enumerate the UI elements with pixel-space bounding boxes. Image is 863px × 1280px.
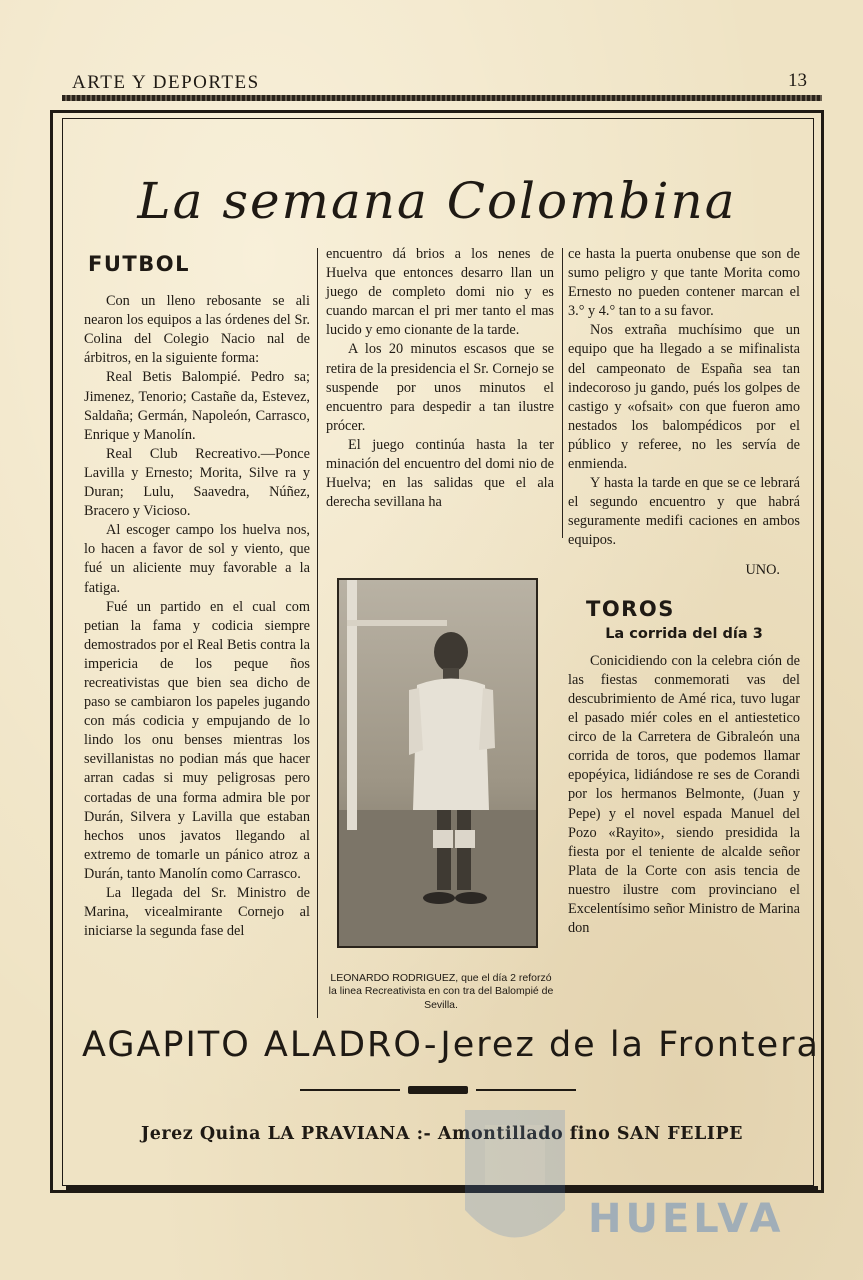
futbol-heading: FUTBOL <box>88 252 190 276</box>
player-photo <box>337 578 538 948</box>
archive-watermark-icon <box>455 1090 785 1270</box>
column-right <box>568 245 800 938</box>
paragraph: Conicidiendo con la celebra ción de las fiestas conmemorati vas del descubrimiento de Amé rica, tuvo lugar el pasado miér coles en el antiestetico circo de la Carretera de Gibraleón una corrida de toros, que podemos llamar epopéyica, lidiándose re ses de Corandi por los hermanos Belmonte, (Juan y Pepe) y el novel espada Manuel del Pozo «Rayito», siendo presidida la fiesta por el teniente de alcalde señor Plata de la Corte con asis tencia de nuestro ilustre com provinciano el Excelentísimo señor Ministro de Marina don <box>568 652 800 937</box>
header-rule <box>62 95 822 101</box>
page-number: 13 <box>788 70 807 91</box>
running-head: ARTE Y DEPORTES <box>72 72 260 93</box>
paragraph: Fué un partido en el cual com petian la fama y codicia siempre demostrados por el Real Betis contra la impericia de los peque ños recreativistas que bien sea dicho de paso se cambiaron los papeles jugando con más codicia y empujando de lo lindo los onu benses mientras los sevillanistas no podian más que hacer arran cadas si muy peligrosas pero cortadas de una forma admira ble por Durán, Silvera y Lavilla que estaban hechos unos javatos llegando al extremo de tomarle un pánico atroz a Durán, tanto Manolín como Carrasco. <box>84 598 310 882</box>
paragraph: Real Club Recreativo.—Ponce Lavilla y Ernesto; Morita, Silve ra y Duran; Lulu, Saavedra, Núñez, Bracero y Vicioso. <box>84 445 310 520</box>
toros-subheading: La corrida del día 3 <box>605 625 763 642</box>
paragraph: Y hasta la tarde en que se ce lebrará el segundo encuentro y que habrá seguramente medifi caciones en ambos equipos. <box>568 475 800 549</box>
paragraph: Real Betis Balompié. Pedro sa; Jimenez, Tenorio; Castañe da, Estevez, Saldaña; Germán, Napoleón, Carrasco, Enrique y Manolín. <box>84 369 310 443</box>
column-left <box>84 252 310 941</box>
ornament-line <box>300 1089 400 1091</box>
paragraph: encuentro dá brios a los nenes de Huelva que entonces desarro llan un juego de completo domi nio y es cuando marcan el pri mer tanto el mas lucido y emo cionante de la tarde. <box>326 246 554 339</box>
column-rule <box>317 248 318 1018</box>
archive-watermark-text: HUELVA <box>588 1196 785 1242</box>
column-middle <box>326 245 554 512</box>
paragraph: La llegada del Sr. Ministro de Marina, vicealmirante Cornejo al iniciarse la segunda fase del <box>84 885 310 940</box>
toros-heading: TOROS <box>586 596 675 621</box>
column-rule <box>562 248 563 538</box>
article-title: La semana Colombina <box>137 172 737 230</box>
paragraph: ce hasta la puerta onubense que son de sumo peligro y que tante Morita como Ernesto no pueden contener marcan el 3.° y 4.° tan to a su favor. <box>568 246 800 320</box>
paragraph: A los 20 minutos escasos que se retira de la presidencia el Sr. Cornejo se suspende por unos minutos el encuentro para despedir a tan ilustre prócer. <box>326 341 554 434</box>
paragraph: Al escoger campo los huelva nos, lo hacen a favor de sol y viento, que fué un aliciente muy favorable a la fatiga. <box>84 522 310 596</box>
photo-caption: LEONARDO RODRIGUEZ, que el día 2 reforzó la linea Recreativista en con tra del Balompié de Sevilla. <box>328 972 554 1011</box>
paragraph: El juego continúa hasta la ter minación del encuentro del domi nio de Huelva; en las salidas que el ala derecha sevillana ha <box>326 436 554 511</box>
player-photo-image <box>339 580 536 946</box>
paragraph: Con un lleno rebosante se ali nearon los equipos a las órdenes del Sr. Colina del Colegio Nacio nal de árbitros, en la siguiente forma: <box>84 293 310 367</box>
article-signature: UNO. <box>745 561 780 578</box>
paragraph: Nos extraña muchísimo que un equipo que ha llegado a se mifinalista del campeonato de España sea tan indecoroso ju gando, pués los golpes de castigo y «ofsait» con que fueron amo nestados los balompédicos por el público y referee, no les servía de enmienda. <box>568 322 800 473</box>
advertisement-company: AGAPITO ALADRO-Jerez de la Frontera <box>82 1025 821 1065</box>
advertisement-products: Jerez Quina LA PRAVIANA :- Amontillado fino SAN FELIPE <box>141 1124 743 1144</box>
